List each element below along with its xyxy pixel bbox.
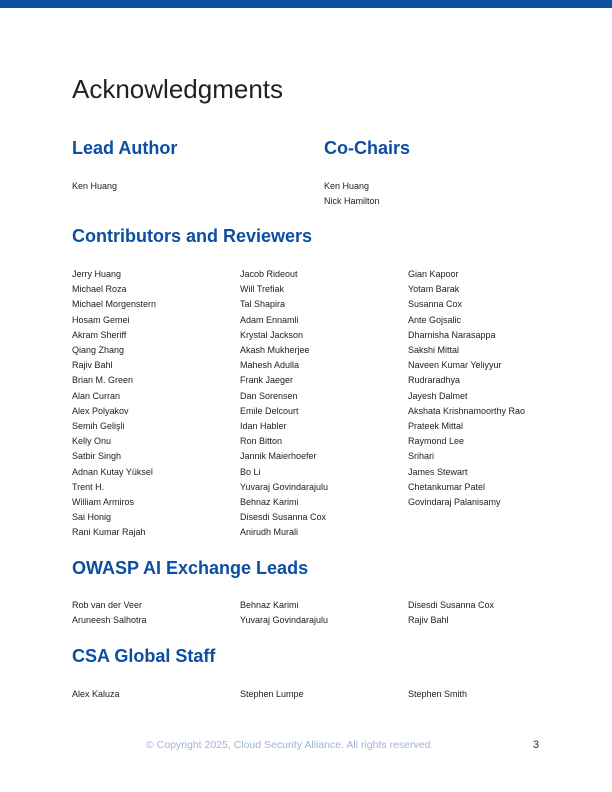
contributors-column-3 — [408, 267, 525, 510]
co-chairs-heading: Co-Chairs — [324, 138, 411, 158]
owasp-column-3 — [408, 598, 494, 628]
name-item: Chetankumar Patel — [408, 481, 486, 492]
name-item: Idan Habler — [240, 421, 287, 432]
name-item: Frank Jaeger — [240, 375, 294, 386]
name-item: Stephen Smith — [408, 689, 468, 699]
name-item: Ken Huang — [72, 181, 118, 191]
name-item: Hosam Gemei — [72, 314, 130, 325]
name-item: Jayesh Dalmet — [408, 390, 468, 401]
name-item: Prateek Mittal — [408, 421, 464, 432]
name-item: Akshata Krishnamoorthy Rao — [408, 405, 526, 416]
name-item: Dharnisha Narasappa — [408, 329, 496, 340]
name-item: Brian M. Green — [72, 375, 134, 386]
name-item: Will Trefiak — [240, 284, 285, 295]
footer-copyright: © Copyright 2025, Cloud Security Alliance. All rights reserved. — [146, 739, 434, 751]
name-item: Alex Kaluza — [72, 689, 120, 699]
name-item: Rani Kumar Rajah — [72, 527, 146, 538]
name-item: Dan Sorensen — [240, 390, 298, 401]
name-item: Nick Hamilton — [324, 196, 380, 207]
page-title: Acknowledgments — [72, 74, 283, 104]
name-item: Gian Kapoor — [408, 269, 459, 279]
csa-staff-heading: CSA Global Staff — [72, 646, 216, 666]
name-item: Adam Ennamli — [240, 314, 299, 325]
name-item: Susanna Cox — [408, 299, 463, 310]
contributors-column-1 — [72, 267, 156, 541]
name-item: James Stewart — [408, 466, 468, 477]
contributors-column-2 — [240, 267, 328, 541]
name-item: Yotam Barak — [408, 284, 460, 295]
name-item: Yuvaraj Govindarajulu — [240, 615, 329, 626]
name-item: Akram Sheriff — [72, 329, 127, 340]
name-item: Rudraradhya — [408, 375, 461, 386]
name-item: Sakshi Mittal — [408, 345, 460, 356]
name-item: Emile Delcourt — [240, 405, 299, 416]
name-item: Alex Polyakov — [72, 405, 129, 416]
name-item: Behnaz Karimi — [240, 600, 299, 610]
name-item: Ron Bitton — [240, 436, 283, 447]
name-item: Tal Shapira — [240, 299, 286, 310]
name-item: Jannik Maierhoefer — [240, 451, 317, 462]
owasp-column-2 — [240, 598, 328, 628]
name-item: Adnan Kutay Yüksel — [72, 466, 153, 477]
name-item: Anirudh Murali — [240, 527, 299, 538]
owasp-heading: OWASP AI Exchange Leads — [72, 558, 309, 578]
name-item: Kelly Onu — [72, 436, 112, 447]
name-item: Jerry Huang — [72, 269, 122, 279]
csa-staff-column-3 — [408, 687, 467, 702]
name-item: Naveen Kumar Yeliyyur — [408, 360, 502, 371]
name-item: Krystal Jackson — [240, 329, 304, 340]
name-item: Michael Roza — [72, 284, 127, 295]
page-number: 3 — [533, 739, 540, 751]
name-item: Srihari — [408, 451, 435, 462]
name-item: Semih Gelişli — [72, 421, 125, 432]
name-item: Alan Curran — [72, 390, 121, 401]
name-item: Stephen Lumpe — [240, 689, 304, 699]
name-item: Jacob Rideout — [240, 269, 298, 279]
name-item: Ken Huang — [324, 181, 370, 191]
name-item: Trent H. — [72, 481, 105, 492]
owasp-column-1 — [72, 598, 147, 628]
name-item: Disesdi Susanna Cox — [240, 512, 327, 523]
lead-author-heading: Lead Author — [72, 138, 178, 158]
name-item: Satbir Singh — [72, 451, 122, 462]
name-item: Rajiv Bahl — [408, 615, 449, 626]
co-chairs-list — [324, 179, 380, 209]
name-item: Mahesh Adulla — [240, 360, 300, 371]
name-item: Qiang Zhang — [72, 345, 125, 356]
name-item: Raymond Lee — [408, 436, 465, 447]
name-item: Disesdi Susanna Cox — [408, 600, 495, 610]
name-item: Rob van der Veer — [72, 600, 143, 610]
csa-staff-column-1 — [72, 687, 120, 702]
name-item: Aruneesh Salhotra — [72, 615, 147, 626]
name-item: Akash Mukherjee — [240, 345, 310, 356]
name-item: William Armiros — [72, 497, 134, 508]
name-item: Sai Honig — [72, 512, 112, 523]
name-item: Ante Gojsalic — [408, 314, 462, 325]
contributors-heading: Contributors and Reviewers — [72, 226, 313, 246]
name-item: Yuvaraj Govindarajulu — [240, 481, 329, 492]
name-item: Behnaz Karimi — [240, 497, 299, 508]
lead-author-list — [72, 179, 117, 194]
name-item: Bo Li — [240, 466, 261, 477]
top-accent-bar — [0, 0, 612, 8]
name-item: Govindaraj Palanisamy — [408, 497, 501, 508]
csa-staff-column-2 — [240, 687, 304, 702]
name-item: Rajiv Bahl — [72, 360, 113, 371]
name-item: Michael Morgenstern — [72, 299, 157, 310]
